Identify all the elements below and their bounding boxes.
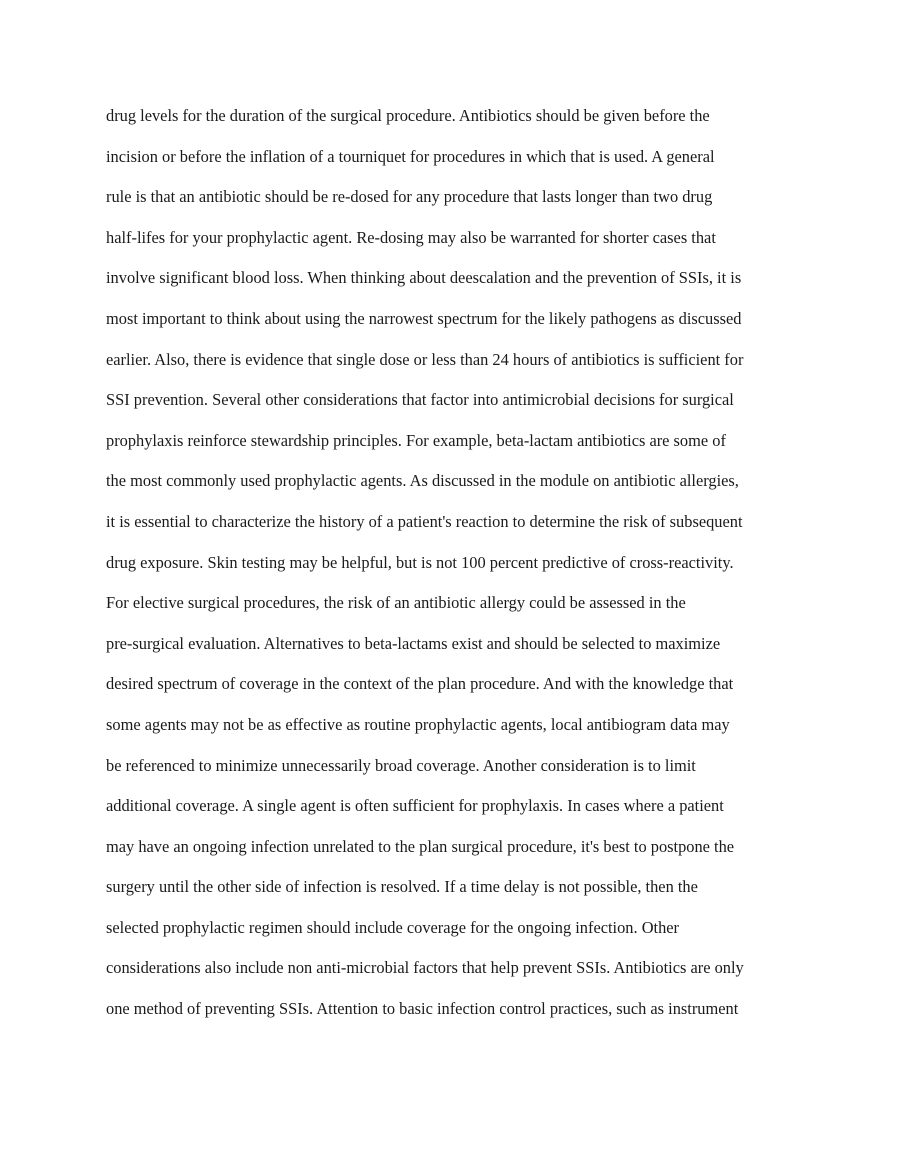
text-line: considerations also include non anti-microbial factors that help prevent SSIs. Antibiotics are only — [106, 958, 744, 978]
text-line: drug exposure. Skin testing may be helpful, but is not 100 percent predictive of cross-reactivity. — [106, 552, 734, 572]
text-line: prophylaxis reinforce stewardship principles. For example, beta-lactam antibiotics are some of — [106, 430, 726, 450]
text-line: it is essential to characterize the history of a patient's reaction to determine the risk of subsequent — [106, 511, 743, 531]
text-line: additional coverage. A single agent is often sufficient for prophylaxis. In cases where a patient — [106, 796, 724, 816]
text-line: incision or before the inflation of a tourniquet for procedures in which that is used. A general — [106, 146, 715, 166]
text-line: involve significant blood loss. When thinking about deescalation and the prevention of SSIs, it is — [106, 268, 742, 288]
body-paragraph — [106, 100, 806, 1034]
text-line: be referenced to minimize unnecessarily broad coverage. Another consideration is to limit — [106, 755, 696, 775]
text-line: earlier. Also, there is evidence that single dose or less than 24 hours of antibiotics is sufficient for — [106, 349, 744, 369]
text-line: drug levels for the duration of the surgical procedure. Antibiotics should be given before the — [106, 106, 710, 125]
text-line: selected prophylactic regimen should include coverage for the ongoing infection. Other — [106, 917, 680, 937]
text-line: desired spectrum of coverage in the context of the plan procedure. And with the knowledge that — [106, 674, 734, 694]
text-line: may have an ongoing infection unrelated to the plan surgical procedure, it's best to postpone the — [106, 836, 735, 856]
text-line: some agents may not be as effective as routine prophylactic agents, local antibiogram data may — [106, 714, 730, 734]
text-line: For elective surgical procedures, the risk of an antibiotic allergy could be assessed in the — [106, 593, 686, 613]
text-line: the most commonly used prophylactic agents. As discussed in the module on antibiotic allergies, — [106, 471, 739, 491]
text-line: most important to think about using the narrowest spectrum for the likely pathogens as discussed — [106, 308, 742, 328]
text-line: one method of preventing SSIs. Attention to basic infection control practices, such as instrument — [106, 999, 739, 1019]
text-line: rule is that an antibiotic should be re-dosed for any procedure that lasts longer than two drug — [106, 187, 713, 207]
text-line: pre-surgical evaluation. Alternatives to beta-lactams exist and should be selected to maximize — [106, 633, 721, 653]
text-line: surgery until the other side of infection is resolved. If a time delay is not possible, then the — [106, 877, 698, 897]
text-line: SSI prevention. Several other considerations that factor into antimicrobial decisions for surgical — [106, 390, 734, 410]
text-line: half-lifes for your prophylactic agent. Re-dosing may also be warranted for shorter cases that — [106, 227, 716, 247]
